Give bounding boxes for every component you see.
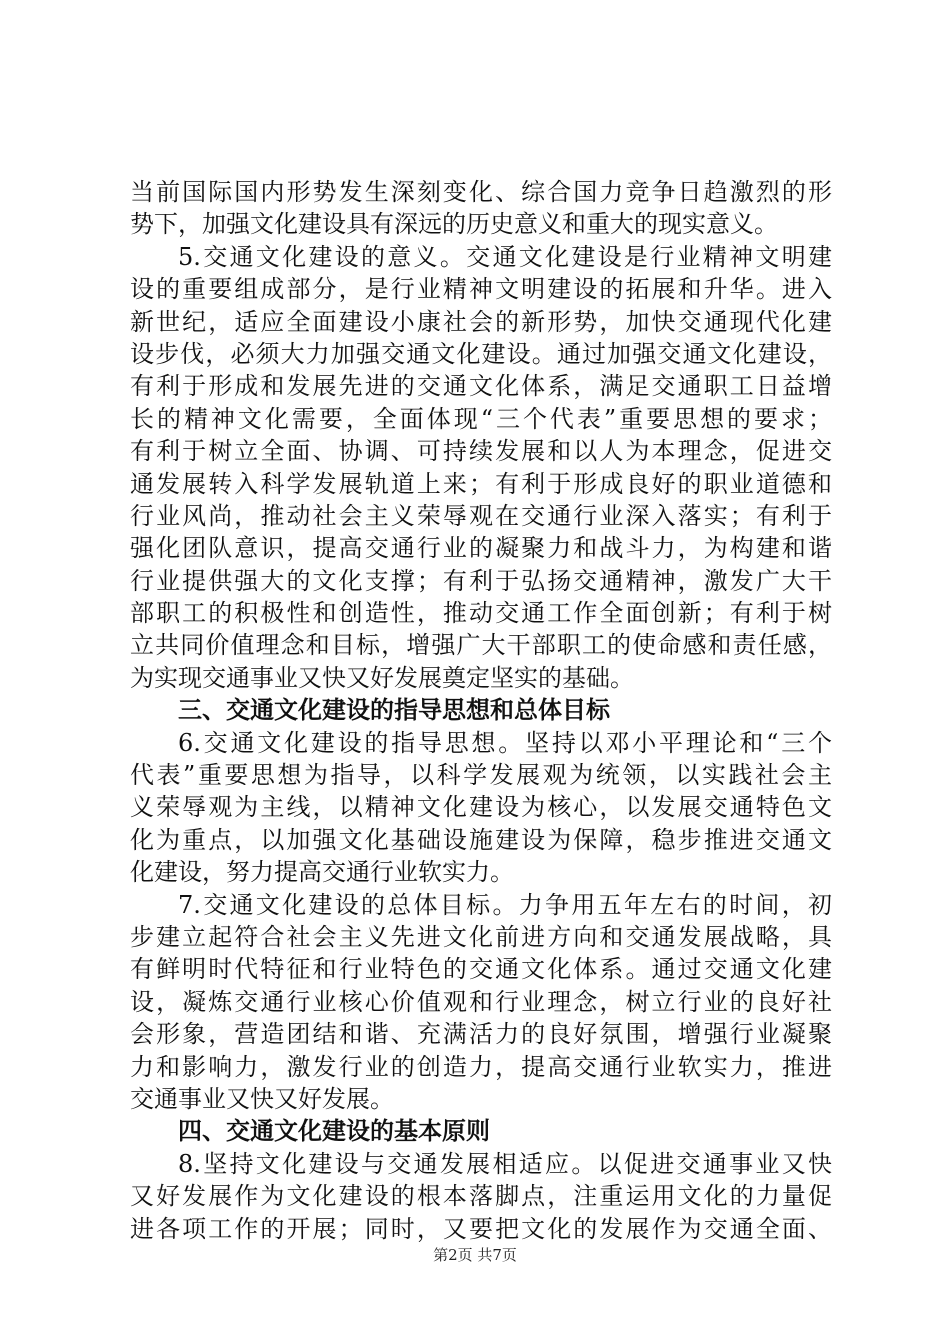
text-line: 7.交通文化建设的总体目标。力争用五年左右的时间，初 (178, 890, 832, 919)
text-line: 5.交通文化建设的意义。交通文化建设是行业精神文明建 (178, 242, 832, 271)
text-line: 有利于树立全面、协调、可持续发展和以人为本理念，促进交 (130, 437, 832, 466)
text-line: 当前国际国内形势发生深刻变化、综合国力竞争日趋激烈的形 (130, 178, 832, 206)
text-line: 行业风尚，推动社会主义荣辱观在交通行业深入落实；有利于 (130, 501, 832, 530)
text-line: 设的重要组成部分，是行业精神文明建设的拓展和升华。进入 (130, 275, 832, 304)
text-line: 进各项工作的开展；同时，又要把文化的发展作为交通全面、 (130, 1214, 832, 1243)
section-heading: 四、交通文化建设的基本原则 (178, 1117, 490, 1146)
text-line: 有鲜明时代特征和行业特色的交通文化体系。通过交通文化建 (130, 955, 832, 984)
text-line: 力和影响力，激发行业的创造力，提高交通行业软实力，推进 (130, 1052, 832, 1081)
text-line: 为实现交通事业又快又好发展奠定坚实的基础。 (130, 663, 634, 692)
text-line: 通发展转入科学发展轨道上来；有利于形成良好的职业道德和 (130, 469, 832, 498)
text-line: 强化团队意识，提高交通行业的凝聚力和战斗力，为构建和谐 (130, 534, 832, 563)
text-line: 新世纪，适应全面建设小康社会的新形势，加快交通现代化建 (130, 307, 832, 336)
text-line: 设，凝炼交通行业核心价值观和行业理念，树立行业的良好社 (130, 987, 832, 1016)
text-line: 代表”重要思想为指导，以科学发展观为统领，以实践社会主 (130, 761, 832, 790)
section-heading: 三、交通文化建设的指导思想和总体目标 (178, 696, 610, 725)
text-line: 有利于形成和发展先进的交通文化体系，满足交通职工日益增 (130, 372, 832, 401)
document-body (130, 176, 832, 1245)
text-line: 步建立起符合社会主义先进文化前进方向和交通发展战略，具 (130, 922, 832, 951)
page-footer (0, 1244, 950, 1265)
text-line: 化为重点，以加强文化基础设施建设为保障，稳步推进交通文 (130, 825, 832, 854)
text-line: 义荣辱观为主线，以精神文化建设为核心，以发展交通特色文 (130, 793, 832, 822)
text-line: 长的精神文化需要，全面体现“三个代表”重要思想的要求； (130, 404, 832, 433)
text-line: 会形象，营造团结和谐、充满活力的良好氛围，增强行业凝聚 (130, 1020, 832, 1049)
text-line: 势下，加强文化建设具有深远的历史意义和重大的现实意义。 (130, 210, 778, 239)
text-line: 交通事业又快又好发展。 (130, 1084, 394, 1113)
text-line: 部职工的积极性和创造性，推动交通工作全面创新；有利于树 (130, 599, 832, 628)
text-line: 化建设，努力提高交通行业软实力。 (130, 858, 514, 887)
page-number: 第2页 共7页 (433, 1246, 517, 1264)
text-line: 又好发展作为文化建设的根本落脚点，注重运用文化的力量促 (130, 1182, 832, 1211)
text-line: 立共同价值理念和目标，增强广大干部职工的使命感和责任感， (130, 631, 832, 660)
text-line: 6.交通文化建设的指导思想。坚持以邓小平理论和“三个 (178, 728, 832, 757)
text-line: 8.坚持文化建设与交通发展相适应。以促进交通事业又快 (178, 1149, 832, 1178)
text-line: 行业提供强大的文化支撑；有利于弘扬交通精神，激发广大干 (130, 566, 832, 595)
text-line: 设步伐，必须大力加强交通文化建设。通过加强交通文化建设， (130, 339, 832, 368)
